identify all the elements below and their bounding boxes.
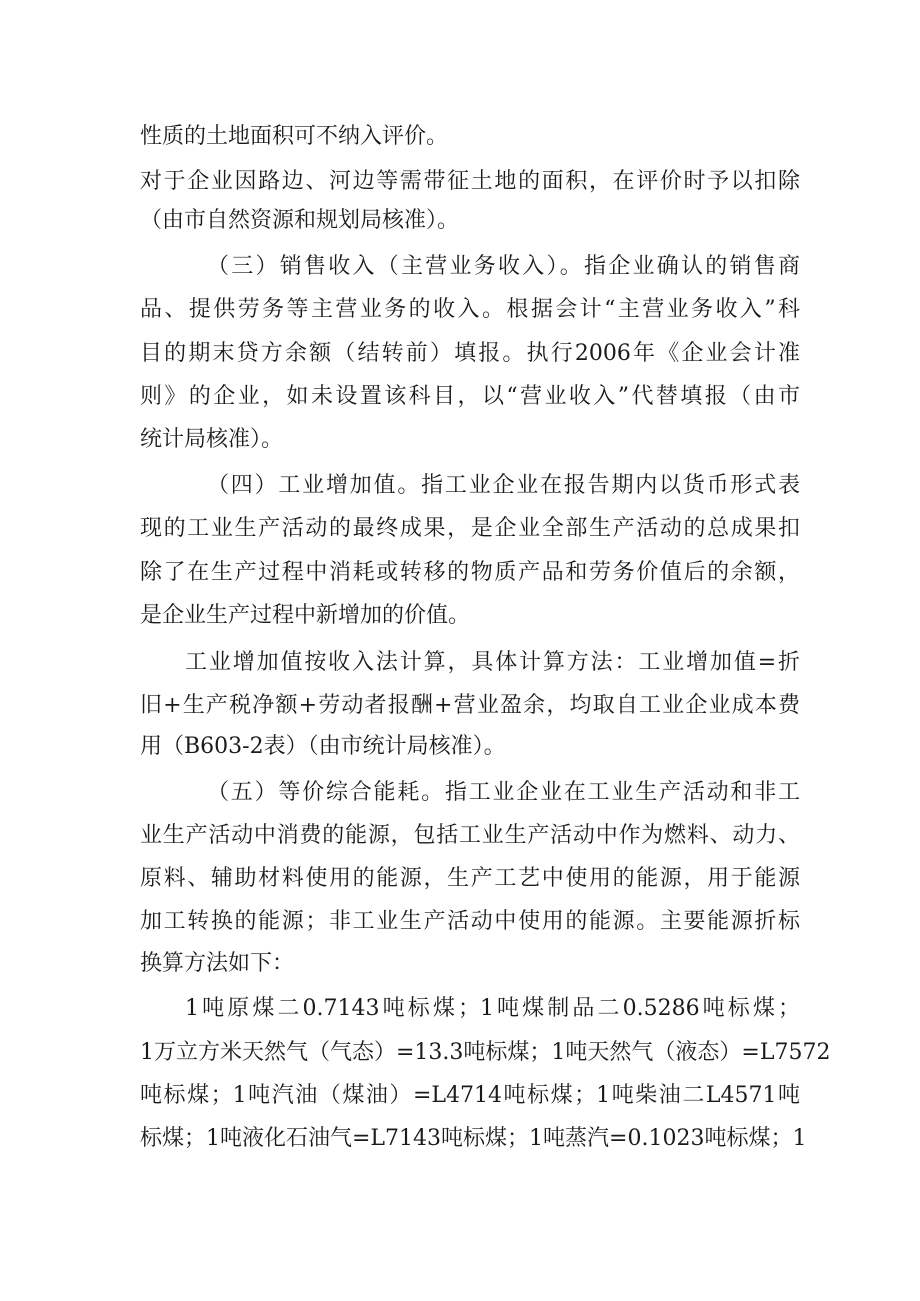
text-line: 用（B603-2表）（由市统计局核准）。 — [140, 734, 506, 759]
text-line: 业生产活动中消费的能源，包括工业生产活动中作为燃料、动力、 — [140, 823, 800, 848]
text-line: 则》的企业，如未设置该科目，以“营业收入”代替填报（由市 — [140, 384, 800, 409]
text-line: 原料、辅助材料使用的能源，生产工艺中使用的能源，用于能源 — [140, 866, 800, 891]
text-line: 1吨原煤二0.7143吨标煤；1吨煤制品二0.5286吨标煤； — [185, 996, 800, 1021]
text-line: 加工转换的能源；非工业生产活动中使用的能源。主要能源折标 — [140, 909, 800, 934]
text-line: 吨标煤；1吨汽油（煤油）=L4714吨标煤；1吨柴油二L4571吨 — [140, 1083, 800, 1108]
text-line: （由市自然资源和规划局核准）。 — [140, 208, 460, 233]
section-heading-energy: （五）等价综合能耗。指工业企业在工业生产活动和非工 — [207, 780, 800, 805]
text-line: 现的工业生产活动的最终成果，是企业全部生产活动的总成果扣 — [140, 516, 800, 541]
text-line: 旧+生产税净额+劳动者报酬+营业盈余，均取自工业企业成本费 — [140, 693, 800, 718]
text-line: 标煤；1吨液化石油气=L7143吨标煤；1吨蒸汽=0.1023吨标煤；1 — [140, 1126, 807, 1151]
text-line: 除了在生产过程中消耗或转移的物质产品和劳务价值后的余额， — [140, 560, 800, 585]
text-line: 是企业生产过程中新增加的价值。 — [140, 603, 471, 628]
section-heading-sales: （三）销售收入（主营业务收入）。指企业确认的销售商 — [207, 254, 800, 279]
text-line: 品、提供劳务等主营业务的收入。根据会计“主营业务收入”科 — [140, 297, 800, 322]
text-line: 对于企业因路边、河边等需带征土地的面积，在评价时予以扣除 — [140, 169, 800, 194]
text-line: 工业增加值按收入法计算，具体计算方法：工业增加值=折 — [185, 650, 800, 675]
text-line: 统计局核准）。 — [140, 427, 284, 452]
text-line: 换算方法如下： — [140, 951, 295, 976]
section-heading-value-added: （四）工业增加值。指工业企业在报告期内以货币形式表 — [207, 473, 800, 498]
text-line: 目的期末贷方余额（结转前）填报。执行2006年《企业会计准 — [140, 341, 800, 366]
text-line: 性质的土地面积可不纳入评价。 — [140, 124, 449, 149]
text-line: 1万立方米天然气（气态）=13.3吨标煤；1吨天然气（液态）=L7572 — [140, 1040, 831, 1065]
